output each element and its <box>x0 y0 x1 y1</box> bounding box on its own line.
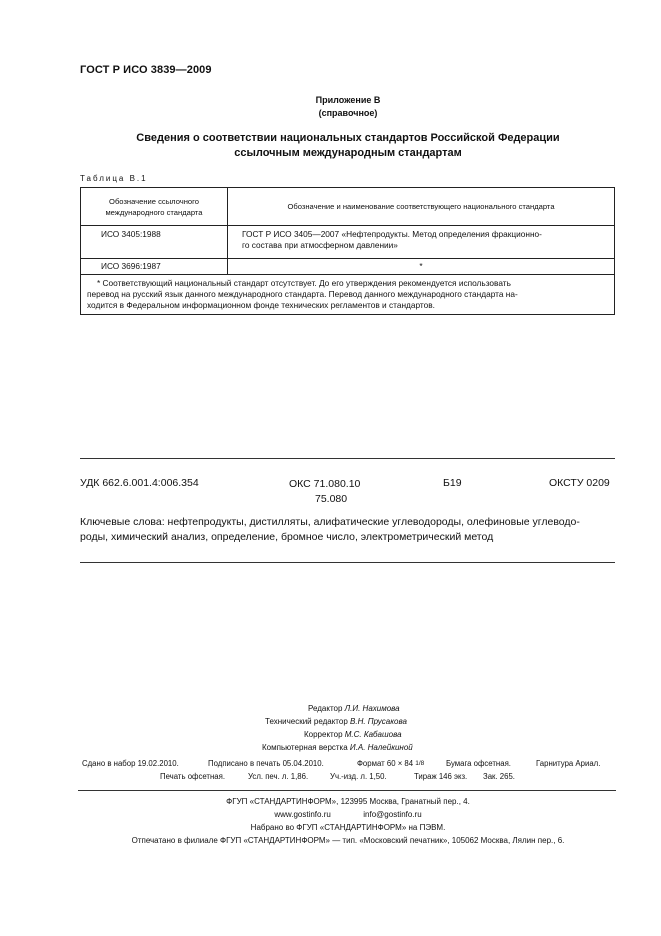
print-sheets: Усл. печ. л. 1,86. <box>248 772 309 781</box>
note-line-1: * Соответствующий национальный стандарт отсутствует. До его утверждения рекомендуется использовать <box>97 278 511 288</box>
set-date: Сдано в набор 19.02.2010. <box>82 759 179 768</box>
annex-subtitle: (справочное) <box>318 108 378 118</box>
national-standard-line2: го состава при атмосферном давлении» <box>242 240 398 250</box>
okstu-code: ОКСТУ 0209 <box>549 477 610 489</box>
credit-tech-editor <box>262 715 462 728</box>
national-standard-cell: * <box>228 259 615 275</box>
header-col1-line2: международного стандарта <box>105 207 203 217</box>
credit-editor-label: Редактор <box>308 704 343 713</box>
group-code: Б19 <box>443 477 462 489</box>
credit-tech-editor-name: В.Н. Прусакова <box>350 717 407 726</box>
header-col1-line1: Обозначение ссылочного <box>109 196 199 206</box>
credit-layout-label: Компьютерная верстка <box>262 743 348 752</box>
table-row <box>81 226 615 259</box>
header-national-standard: Обозначение и наименование соответствующего национального стандарта <box>228 188 615 226</box>
reference-table <box>80 187 615 315</box>
section-title-line-1: Сведения о соответствии национальных стандартов Российской Федерации <box>136 132 560 144</box>
pub-sheets: Уч.-изд. л. 1,50. <box>330 772 387 781</box>
print-format-text: Формат 60 × 84 <box>357 759 414 768</box>
annex-title: Приложение В <box>315 95 381 105</box>
publisher-contacts <box>80 810 616 819</box>
table-header-row <box>81 188 615 226</box>
print-run: Тираж 146 экз. <box>414 772 468 781</box>
oks-code <box>289 477 360 507</box>
credit-corrector <box>262 728 462 741</box>
credit-corrector-name: М.С. Кабашова <box>344 730 402 739</box>
typeface: Гарнитура Ариал. <box>536 759 601 768</box>
credit-corrector-label: Корректор <box>304 730 343 739</box>
national-standard-line1: ГОСТ Р ИСО 3405—2007 «Нефтепродукты. Метод определения фракционно- <box>242 229 542 239</box>
ref-standard-cell: ИСО 3405:1988 <box>81 226 228 259</box>
credit-editor-name: Л.И. Нахимова <box>344 704 400 713</box>
table-row <box>81 259 615 275</box>
sign-date: Подписано в печать 05.04.2010. <box>208 759 324 768</box>
print-format <box>357 759 424 768</box>
order-number: Зак. 265. <box>483 772 515 781</box>
table-label: Таблица В.1 <box>80 174 148 183</box>
printed-info: Отпечатано в филиале ФГУП «СТАНДАРТИНФОРМ» — тип. «Московский печатник», 105062 Москва, Лялин пер., 6. <box>131 836 565 845</box>
udk-code: УДК 662.6.001.4:006.354 <box>80 477 199 489</box>
credit-tech-editor-label: Технический редактор <box>265 717 348 726</box>
ref-standard-cell: ИСО 3696:1987 <box>81 259 228 275</box>
publisher-email-link[interactable]: info@gostinfo.ru <box>363 810 422 819</box>
credits-block <box>262 702 462 754</box>
publisher-address: ФГУП «СТАНДАРТИНФОРМ», 123995 Москва, Гранатный пер., 4. <box>226 797 470 806</box>
note-line-3: ходится в Федеральном информационном фонде технических регламентов и стандартов. <box>87 300 435 310</box>
divider-footer <box>78 790 616 791</box>
print-type: Печать офсетная. <box>160 772 226 781</box>
keywords-line-2: роды, химический анализ, определение, бромное число, электрометрический метод <box>80 531 494 543</box>
section-title <box>80 131 616 161</box>
publisher-website-link[interactable]: www.gostinfo.ru <box>274 810 331 819</box>
credit-layout <box>262 741 462 754</box>
keywords-line-1: Ключевые слова: нефтепродукты, дистилляты, алифатические углеводороды, олефиновые углеводо- <box>80 516 580 528</box>
header-reference-standard <box>81 188 228 226</box>
oks-line-2: 75.080 <box>315 493 348 505</box>
typeset-info: Набрано во ФГУП «СТАНДАРТИНФОРМ» на ПЭВМ. <box>250 823 446 832</box>
credit-editor <box>262 702 462 715</box>
keywords <box>80 515 615 545</box>
print-format-fraction: 1/8 <box>415 760 425 767</box>
section-title-line-2: ссылочным международным стандартам <box>234 147 462 159</box>
divider-bottom <box>80 562 615 563</box>
credit-layout-name: И.А. Налейкиной <box>349 743 413 752</box>
note-line-2: перевод на русский язык данного международного стандарта. Перевод данного международного стандарта на- <box>87 289 518 299</box>
table-note-row <box>81 275 615 315</box>
document-code: ГОСТ Р ИСО 3839—2009 <box>80 64 212 76</box>
divider-top <box>80 458 615 459</box>
oks-line-1: ОКС 71.080.10 <box>289 478 361 490</box>
paper-type: Бумага офсетная. <box>446 759 511 768</box>
national-standard-cell <box>228 226 615 259</box>
table-note <box>81 275 615 315</box>
